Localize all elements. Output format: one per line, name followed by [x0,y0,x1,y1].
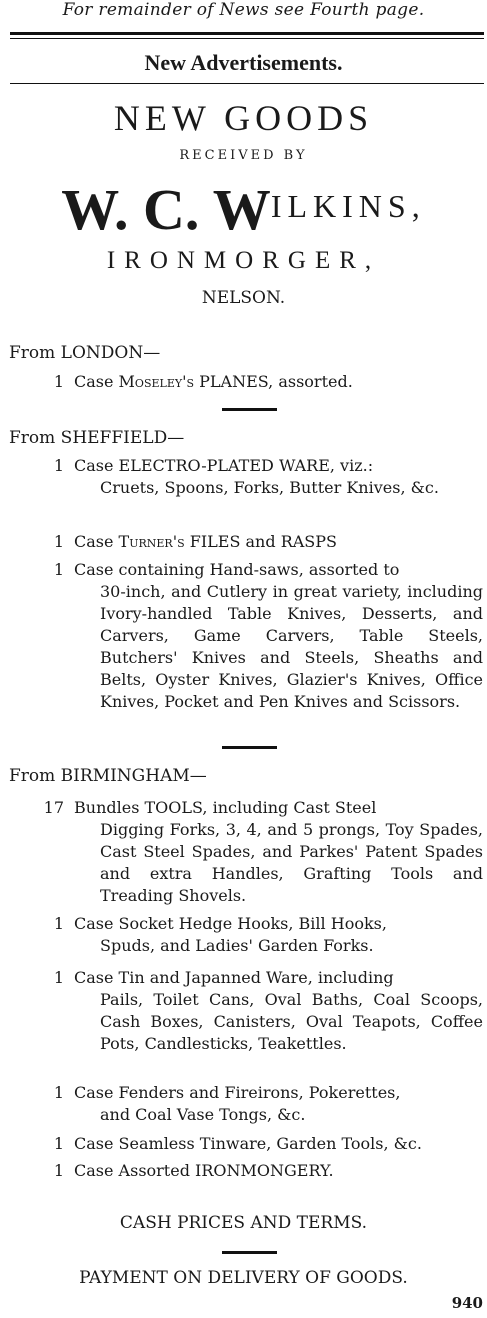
divider [222,746,277,749]
top-thin-rule [10,38,484,39]
merchant-trade: IRONMORGER, [106,247,381,274]
list-item: 1 Case Turner's FILES and RASPS [40,531,483,553]
item-quantity: 1 [53,372,64,391]
merchant-name [0,176,487,243]
list-item: 1 Case containing Hand-saws, assorted to 30-inch, and Cutlery in great variety, including Ivory-handled Table Knives, Desserts, and Carvers, Game Carvers, Table Steels, Butchers' Knives and Steels, Sheaths and Belts, Oyster Knives, Glazier's Knives, Office Knives, Pocket and Pen Knives and Scissors. [40,559,483,713]
item-quantity: 1 [53,560,64,579]
merchant-initials: W. C. W [61,177,271,242]
merchant-surname: ILKINS, [270,188,426,224]
item-quantity: 17 [43,798,64,817]
section-title-birmingham: From BIRMINGHAM— [9,766,207,786]
section-title-sheffield: From SHEFFIELD— [9,428,185,448]
item-quantity: 1 [53,532,64,551]
list-item: 1 Case Socket Hedge Hooks, Bill Hooks, Spuds, and Ladies' Garden Forks. [40,913,483,957]
brand-name: Moseley's [118,372,195,391]
list-item: 17 Bundles TOOLS, including Cast Steel Digging Forks, 3, 4, and 5 prongs, Toy Spades, Cast Steel Spades, and Parkes' Patent Spades and extra Handles, Grafting Tools and Treading Shovels. [40,797,483,907]
item-quantity: 1 [53,914,64,933]
item-quantity: 1 [53,1083,64,1102]
list-item: 1 Case Fenders and Fireirons, Pokerettes, and Coal Vase Tongs, &c. [40,1082,483,1126]
list-item: 1 Case ELECTRO-PLATED WARE, viz.: Cruets, Spoons, Forks, Butter Knives, &c. [40,455,483,499]
section-title-london: From LONDON— [9,343,161,363]
section-heading: New Advertisements. [144,50,343,75]
merchant-town: NELSON. [201,288,286,308]
item-quantity: 1 [53,456,64,475]
list-item: 1 Case Tin and Japanned Ware, including Pails, Toilet Cans, Oval Baths, Coal Scoops, Cash Boxes, Canisters, Oval Teapots, Coffee Pots, Candlesticks, Teakettles. [40,967,483,1055]
list-item: 1 Case Moseley's PLANES, assorted. [40,371,483,393]
received-by: RECEIVED BY [179,148,308,163]
divider [222,1251,277,1254]
item-quantity: 1 [53,1161,64,1180]
page-number: 940 [451,1294,483,1312]
payment-line: PAYMENT ON DELIVERY OF GOODS. [79,1268,408,1288]
divider [222,408,277,411]
ad-headline: NEW GOODS [113,98,374,138]
heading-rule [10,83,484,84]
item-quantity: 1 [53,1134,64,1153]
list-item: 1 Case Seamless Tinware, Garden Tools, &c. [40,1133,483,1155]
brand-name: Turner's [118,532,185,551]
header-notice: For remainder of News see Fourth page. [62,0,425,20]
top-double-rule [10,32,484,35]
list-item: 1 Case Assorted IRONMONGERY. [40,1160,483,1182]
terms-line: CASH PRICES AND TERMS. [119,1213,368,1233]
item-quantity: 1 [53,968,64,987]
